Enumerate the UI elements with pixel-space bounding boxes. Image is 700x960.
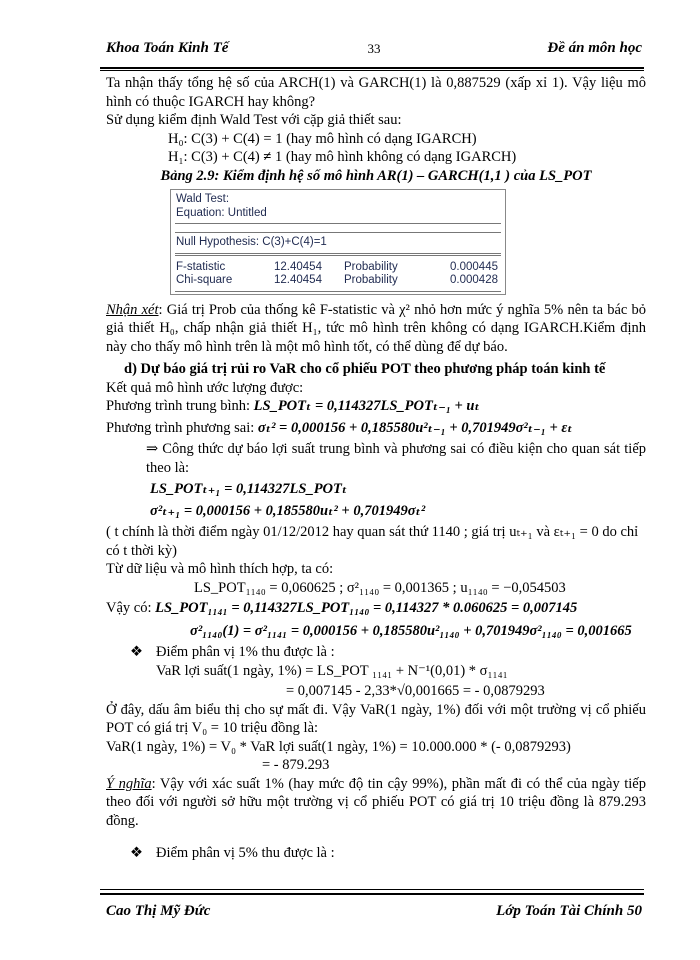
nhan-xet-text: : Giá trị Prob của thống kê F-statistic và χ² nhỏ hơn mức ý nghĩa 5% nên ta bác bỏ giả thiết H₀, chấp nhận giả thiết H₁, tức mô hình trên không có dạng IGARCH.Kiểm định này cho thấy mô hình trên là một mô hình tốt, có thể dùng để dự báo. bbox=[106, 301, 647, 355]
page-number: 33 bbox=[367, 41, 381, 56]
header-rule bbox=[100, 67, 644, 69]
wald-divider bbox=[175, 291, 501, 292]
bullet-quantile-1-text: Điểm phân vị 1% thu được là : bbox=[156, 644, 335, 660]
bullet-quantile-5 bbox=[106, 844, 646, 863]
h1-left: H₁: C(3) + C(4) bbox=[168, 149, 260, 165]
footer-class: Lớp Toán Tài Chính 50 bbox=[496, 903, 642, 919]
footer-rule-thin bbox=[100, 889, 644, 890]
wald-equation: Equation: Untitled bbox=[176, 206, 267, 219]
paragraph-y-nghia bbox=[106, 775, 646, 831]
paragraph-nhan-xet bbox=[106, 301, 646, 357]
variance-equation-label: Phương trình phương sai: bbox=[106, 419, 255, 436]
var-v0-line-b: = - 879.293 bbox=[262, 757, 330, 773]
wald-divider bbox=[175, 253, 501, 254]
paragraph-t-note: ( t chính là thời điểm ngày 01/12/2012 hay quan sát thứ 1140 ; giá trị uₜ₊₁ và εₜ₊₁ = 0 do chỉ có t thời kỳ) bbox=[106, 524, 639, 559]
header-rule-thin bbox=[100, 70, 644, 71]
wald-title: Wald Test: bbox=[176, 193, 230, 205]
vay-co-label: Vậy có: bbox=[106, 600, 152, 616]
document-body bbox=[106, 74, 646, 863]
forecast-variance-equation: σ²ₜ₊₁ = 0,000156 + 0,185580uₜ² + 0,701949σₜ² bbox=[150, 502, 426, 519]
diamond-bullet-icon: ❖ bbox=[130, 845, 143, 861]
variance-equation: σₜ² = 0,000156 + 0,185580u²ₜ₋₁ + 0,701949σ²ₜ₋₁ + εₜ bbox=[257, 419, 573, 436]
paragraph-wald-intro: Sử dụng kiểm định Wald Test với cặp giả thiết sau: bbox=[106, 112, 402, 128]
stat-name: F-statistic bbox=[176, 260, 226, 273]
sigma-1141-equation: σ²₁₁₄₀(1) = σ²₁₁₄₁ = 0,000156 + 0,185580u²₁₁₄₀ + 0,701949σ²₁₁₄₀ = 0,001665 bbox=[190, 622, 632, 639]
prob-value: 0.000428 bbox=[450, 274, 498, 286]
header-doc-type: Đề án môn học bbox=[547, 40, 642, 56]
y-nghia-text: : Vậy với xác suất 1% (hay mức độ tin cậy 99%), phần mất đi có thể của ngày tiếp theo đối với người sở hữu một trường vị cổ phiếu POT có giá trị 10 triệu đồng là 879.293 đồng. bbox=[106, 775, 646, 829]
wald-row-f-statistic bbox=[176, 261, 500, 275]
y-nghia-label: Ý nghĩa bbox=[106, 775, 152, 792]
diamond-bullet-icon: ❖ bbox=[130, 644, 143, 660]
paragraph-arch-garch-sum: Ta nhận thấy tổng hệ số của ARCH(1) và GARCH(1) là 0,887529 (xấp xỉ 1). Vậy liệu mô hình có thuộc IGARCH hay không? bbox=[106, 75, 646, 110]
footer-rule bbox=[100, 893, 644, 895]
ls-pot-1141-equation: LS_POT₁₁₄₁ = 0,114327LS_POT₁₁₄₀ = 0,114327 * 0.060625 = 0,007145 bbox=[155, 600, 578, 616]
prob-label: Probability bbox=[344, 274, 398, 286]
nhan-xet-label: Nhận xét bbox=[106, 301, 159, 318]
table-caption: Bảng 2.9: Kiểm định hệ số mô hình AR(1) – GARCH(1,1 ) của LS_POT bbox=[160, 167, 592, 184]
paragraph-o-day: Ở đây, dấu âm biểu thị cho sự mất đi. Vậy VaR(1 ngày, 1%) đối với một trường vị cổ phiếu POT có giá trị V₀ = 10 triệu đồng là: bbox=[106, 701, 646, 736]
page-header bbox=[106, 40, 642, 66]
hypothesis-h0: H₀: C(3) + C(4) = 1 (hay mô hình có dạng IGARCH) bbox=[168, 130, 477, 147]
vay-co-line bbox=[106, 599, 646, 618]
h1-right: 1 (hay mô hình không có dạng IGARCH) bbox=[274, 149, 517, 165]
forecast-mean-equation: LS_POTₜ₊₁ = 0,114327LS_POTₜ bbox=[150, 481, 348, 497]
hypothesis-h1 bbox=[106, 148, 646, 167]
var-1pct-line-a: VaR lợi suất(1 ngày, 1%) = LS_POT ₁₁₄₁ + N⁻¹(0,01) * σ₁₁₄₁ bbox=[156, 662, 508, 679]
paragraph-tu-du-lieu: Từ dữ liệu và mô hình thích hợp, ta có: bbox=[106, 561, 334, 577]
prob-value: 0.000445 bbox=[450, 260, 498, 273]
header-faculty: Khoa Toán Kinh Tế bbox=[106, 40, 229, 56]
stat-value: 12.40454 bbox=[274, 260, 322, 273]
mean-equation: LS_POTₜ = 0,114327LS_POTₜ₋₁ + uₜ bbox=[253, 398, 480, 414]
bullet-quantile-5-text: Điểm phân vị 5% thu được là : bbox=[156, 845, 335, 861]
stat-name: Chi-square bbox=[176, 274, 233, 286]
data-values-line: LS_POT₁₁₄₀ = 0,060625 ; σ²₁₁₄₀ = 0,001365 ; u₁₁₄₀ = −0,054503 bbox=[194, 579, 566, 596]
prob-label: Probability bbox=[344, 260, 398, 273]
var-1pct-line-b: = 0,007145 - 2,33*√0,001665 = - 0,0879293 bbox=[286, 683, 545, 699]
wald-test-output bbox=[170, 189, 506, 295]
not-equal-symbol: ≠ bbox=[263, 149, 272, 165]
wald-row-chi-square bbox=[176, 274, 500, 288]
stat-value: 12.40454 bbox=[274, 274, 322, 286]
bullet-quantile-1 bbox=[106, 643, 646, 662]
var-v0-line-a: VaR(1 ngày, 1%) = V₀ * VaR lợi suất(1 ngày, 1%) = 10.000.000 * (- 0,0879293) bbox=[106, 738, 571, 755]
paragraph-cong-thuc: ⇒ Công thức dự báo lợi suất trung bình và phương sai có điều kiện cho quan sát tiếp theo là: bbox=[146, 441, 646, 476]
mean-equation-line bbox=[106, 397, 646, 416]
wald-null-hypothesis: Null Hypothesis: C(3)+C(4)=1 bbox=[176, 236, 327, 248]
footer-author: Cao Thị Mỹ Đức bbox=[106, 903, 211, 919]
paragraph-ket-qua: Kết quả mô hình ước lượng được: bbox=[106, 379, 304, 396]
section-heading-d: d) Dự báo giá trị rủi ro VaR cho cổ phiếu POT theo phương pháp toán kinh tế bbox=[124, 361, 606, 377]
mean-equation-label: Phương trình trung bình: bbox=[106, 398, 251, 414]
variance-equation-line bbox=[106, 419, 646, 438]
